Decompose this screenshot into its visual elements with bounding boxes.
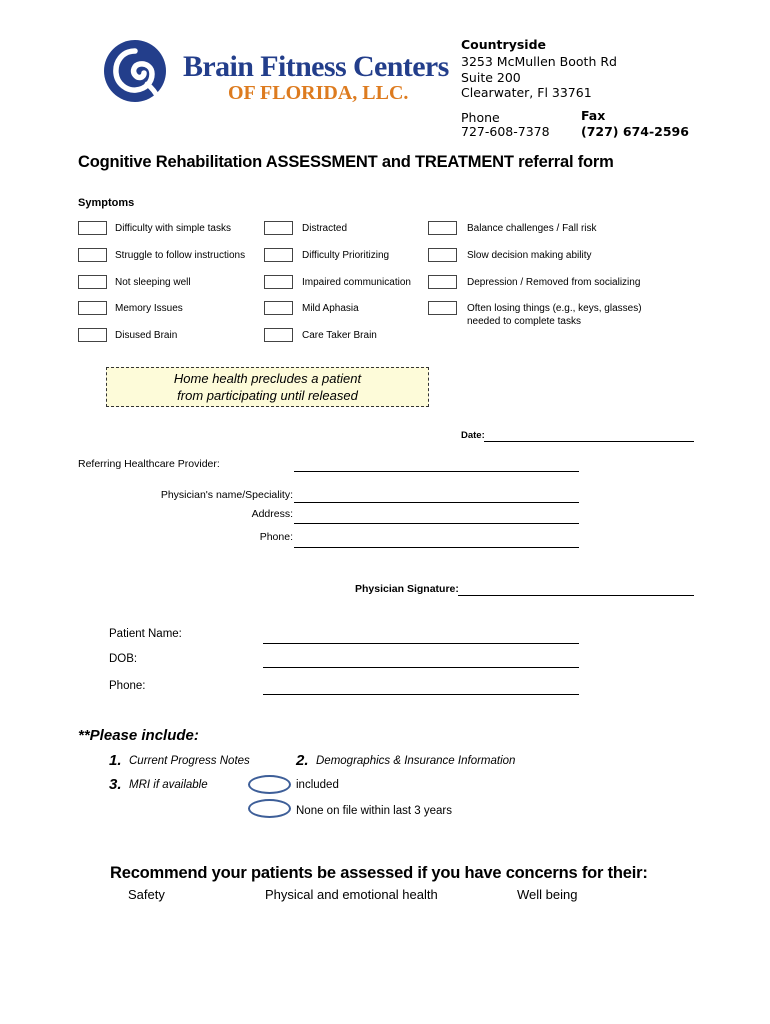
symptom-label: Care Taker Brain [302,330,377,341]
location-name: Countryside [461,37,546,52]
patient-name-label: Patient Name: [109,628,182,640]
referring-provider-label: Referring Healthcare Provider: [78,458,220,470]
please-include-heading: **Please include: [78,727,199,744]
symptom-label: Difficulty Prioritizing [302,250,390,261]
patient-phone-label: Phone: [109,680,146,692]
phone-number: 727-608-7378 [461,124,550,139]
concern-item: Physical and emotional health [265,887,438,902]
recommend-heading: Recommend your patients be assessed if you have concerns for their: [110,864,648,882]
symptom-label: Struggle to follow instructions [115,250,246,261]
symptom-label: Memory Issues [115,303,183,314]
brain-logo-icon [100,38,170,104]
concern-item: Safety [128,887,165,902]
suite: Suite 200 [461,70,521,85]
dob-label: DOB: [109,653,138,665]
signature-field[interactable] [458,595,694,596]
symptom-label-continued: needed to complete tasks [467,316,581,327]
symptom-label: Slow decision making ability [467,250,592,261]
symptoms-label: Symptoms [78,197,135,209]
include-item: Demographics & Insurance Information [316,755,516,767]
checkbox[interactable] [264,275,293,289]
referring-provider-field[interactable] [294,471,579,472]
item-number: 1. [109,752,122,769]
checkbox[interactable] [78,221,107,235]
concern-item: Well being [517,887,578,902]
notice-box [106,367,429,407]
symptom-label: Mild Aphasia [302,303,359,314]
provider-phone-label: Phone: [259,531,293,543]
checkbox[interactable] [428,275,457,289]
physician-name-field[interactable] [294,502,579,503]
notice-line-1: Home health precludes a patient [173,371,362,386]
checkbox[interactable] [428,221,457,235]
date-field[interactable] [484,441,694,442]
checkbox[interactable] [264,221,293,235]
symptom-label: Distracted [302,223,348,234]
checkbox[interactable] [78,275,107,289]
form-title: Cognitive Rehabilitation ASSESSMENT and TREATMENT referral form [78,153,614,171]
provider-phone-field[interactable] [294,547,579,548]
symptom-label: Impaired communication [302,277,411,288]
item-number: 2. [296,752,309,769]
mri-included-radio[interactable] [248,775,291,794]
checkbox[interactable] [264,248,293,262]
date-label: Date: [461,430,485,441]
street-address: 3253 McMullen Booth Rd [461,54,617,69]
address-field[interactable] [294,523,579,524]
include-item: MRI if available [129,779,208,791]
address-label: Address: [251,508,293,520]
symptom-label: Depression / Removed from socializing [467,277,641,288]
mri-included-label: included [296,779,339,791]
checkbox[interactable] [428,248,457,262]
symptom-label: Difficulty with simple tasks [115,223,231,234]
patient-phone-field[interactable] [263,694,579,695]
logo-name: Brain Fitness Centers [183,50,449,83]
signature-label: Physician Signature: [355,583,459,595]
include-item: Current Progress Notes [129,755,250,767]
symptom-label: Not sleeping well [115,277,191,288]
logo-subtitle: OF FLORIDA, LLC. [228,82,409,104]
symptom-label: Balance challenges / Fall risk [467,223,597,234]
physician-name-label: Physician's name/Speciality: [160,489,293,501]
item-number: 3. [109,776,122,793]
city: Clearwater, Fl 33761 [461,85,592,100]
checkbox[interactable] [78,328,107,342]
symptom-label: Often losing things (e.g., keys, glasses) [467,303,642,314]
fax-label: Fax [581,108,606,123]
checkbox[interactable] [264,301,293,315]
dob-field[interactable] [263,667,579,668]
symptom-label: Disused Brain [115,330,178,341]
checkbox[interactable] [78,248,107,262]
notice-line-2: from participating until released [177,388,358,403]
checkbox[interactable] [78,301,107,315]
mri-none-label: None on file within last 3 years [296,805,452,817]
fax-number: (727) 674-2596 [581,124,689,139]
phone-label: Phone [461,110,500,125]
mri-none-radio[interactable] [248,799,291,818]
checkbox[interactable] [428,301,457,315]
patient-name-field[interactable] [263,643,579,644]
checkbox[interactable] [264,328,293,342]
